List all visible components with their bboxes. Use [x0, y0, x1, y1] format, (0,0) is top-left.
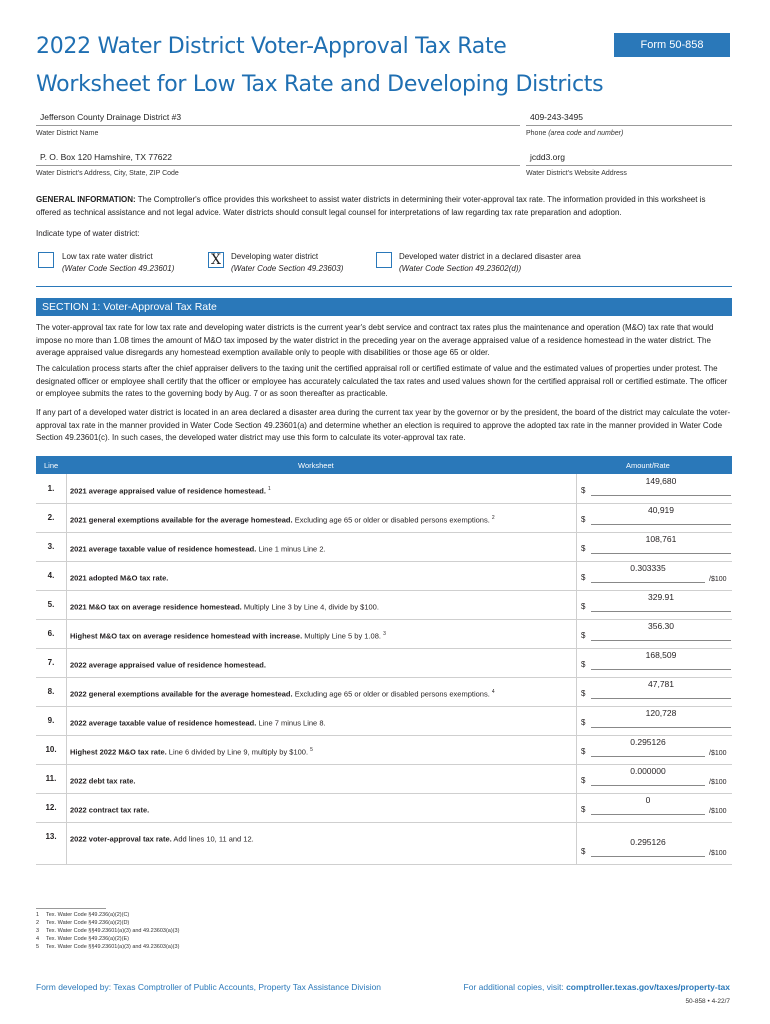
footnote: [36, 944, 179, 950]
table-row: [36, 677, 732, 707]
district-type-code: (Water Code Section 49.23603): [231, 264, 344, 273]
line-description: [70, 689, 540, 699]
line-description: [70, 718, 540, 728]
dollar-sign: $: [581, 805, 586, 814]
general-info-heading: GENERAL INFORMATION:: [36, 195, 136, 204]
amount-underline: [591, 553, 731, 554]
amount-value[interactable]: 0.303335: [630, 563, 666, 573]
dollar-sign: $: [581, 660, 586, 669]
footnote-ref: 3: [383, 631, 386, 637]
table-row: [36, 793, 732, 823]
column-worksheet: Worksheet: [298, 461, 334, 470]
divider: [36, 286, 732, 287]
rate-unit: /$100: [709, 808, 727, 815]
line-description-bold: 2022 general exemptions available for the average homestead.: [70, 689, 293, 699]
district-type-prompt: Indicate type of water district:: [36, 229, 140, 238]
line-description: [70, 805, 540, 815]
amount-underline: [591, 698, 731, 699]
footnote: [36, 928, 179, 934]
line-number-text: 1.: [47, 484, 55, 493]
rate-unit: /$100: [709, 576, 727, 583]
page-subtitle: Worksheet for Low Tax Rate and Developing Districts: [36, 72, 604, 97]
line-number: [36, 474, 67, 503]
address-label: Water District's Address, City, State, ZIP Code: [36, 170, 179, 177]
general-info-text: The Comptroller's office provides this worksheet to assist water districts in determining their voter-approval tax rate. The information provided in this worksheet is offered as technical assistance and not legal advice. Water districts should consult legal counsel for interpretations of law regarding tax rate preparation and adoption.: [36, 195, 706, 217]
footer-credit: Form developed by: Texas Comptroller of Public Accounts, Property Tax Assistance Division: [36, 982, 382, 992]
table-row: [36, 706, 732, 736]
amount-value[interactable]: 0: [645, 795, 651, 805]
amount-underline: [591, 814, 705, 815]
amount-value[interactable]: 40,919: [648, 505, 674, 515]
line-description: [70, 486, 540, 496]
checkbox-low-tax-rate[interactable]: [38, 252, 54, 268]
amount-value[interactable]: 0.295126: [630, 837, 666, 847]
page-title: 2022 Water District Voter-Approval Tax Rate: [36, 34, 507, 59]
footnote-rule: [36, 908, 106, 909]
amount-cell: [576, 706, 733, 735]
checkbox-developed-disaster[interactable]: [376, 252, 392, 268]
line-description: [70, 631, 540, 641]
footnote-ref: 1: [268, 486, 271, 492]
table-row: [36, 764, 732, 794]
footer-url-link[interactable]: comptroller.texas.gov/taxes/property-tax: [566, 982, 730, 992]
line-number: [36, 590, 67, 619]
amount-underline: [591, 640, 731, 641]
line-number: [36, 764, 67, 793]
address-field[interactable]: P. O. Box 120 Hamshire, TX 77622: [40, 152, 172, 162]
line-number-text: 10.: [45, 745, 57, 754]
dollar-sign: $: [581, 515, 586, 524]
phone-label: [526, 130, 623, 137]
line-description-rest: Excluding age 65 or older or disabled persons exemptions.: [292, 689, 490, 699]
line-number-text: 13.: [45, 832, 57, 841]
table-row: [36, 561, 732, 591]
amount-cell: [576, 793, 733, 822]
line-description-bold: 2021 average taxable value of residence homestead.: [70, 544, 257, 554]
table-row: [36, 532, 732, 562]
dollar-sign: $: [581, 544, 586, 553]
amount-cell: [576, 532, 733, 561]
line-description-bold: 2022 average appraised value of residence homestead.: [70, 660, 266, 670]
form-number-badge: Form 50-858: [614, 33, 730, 57]
table-row: [36, 648, 732, 678]
district-type-low: [62, 251, 174, 275]
amount-underline: [591, 727, 731, 728]
phone-label-text: Phone: [526, 130, 547, 137]
dollar-sign: $: [581, 631, 586, 640]
dollar-sign: $: [581, 573, 586, 582]
amount-value[interactable]: 47,781: [648, 679, 674, 689]
amount-underline: [591, 669, 731, 670]
phone-field[interactable]: 409-243-3495: [530, 112, 583, 122]
line-number: [36, 619, 67, 648]
line-description: [70, 602, 540, 612]
footnote-text: Tex. Water Code §§49.23601(a)(3) and 49.23603(a)(3): [46, 928, 180, 934]
line-description-bold: Highest M&O tax on average residence homestead with increase.: [70, 631, 303, 641]
line-number: [36, 677, 67, 706]
footnote-text: Tex. Water Code §49.236(a)(2)(C): [46, 912, 130, 918]
line-description-rest: Line 6 divided by Line 9, multiply by $100.: [166, 747, 309, 757]
website-label: Water District's Website Address: [526, 170, 627, 177]
district-type-label: Developed water district in a declared disaster area: [399, 252, 581, 261]
footnote-number: 2: [36, 920, 40, 926]
dollar-sign: $: [581, 718, 586, 727]
dollar-sign: $: [581, 689, 586, 698]
amount-value[interactable]: 168,509: [645, 650, 677, 660]
line-number: [36, 735, 67, 764]
divider: [526, 125, 732, 126]
footnote: [36, 920, 129, 926]
district-name-label: Water District Name: [36, 130, 99, 137]
line-description: [70, 660, 540, 670]
column-amount-rate: Amount/Rate: [626, 461, 670, 470]
footnote-number: 5: [36, 944, 40, 950]
amount-value[interactable]: 120,728: [645, 708, 677, 718]
amount-cell: [576, 474, 733, 503]
amount-cell: [576, 735, 733, 764]
amount-value[interactable]: 356.30: [648, 621, 674, 631]
amount-value[interactable]: 0.295126: [630, 737, 666, 747]
form-revision-code: 50-858 • 4-22/7: [685, 998, 730, 1005]
amount-value[interactable]: 149,680: [645, 476, 677, 486]
line-description-bold: 2022 average taxable value of residence homestead.: [70, 718, 257, 728]
table-row: [36, 590, 732, 620]
line-description: [70, 834, 540, 844]
divider: [36, 165, 520, 166]
amount-underline: [591, 582, 705, 583]
website-field[interactable]: jcdd3.org: [530, 152, 565, 162]
line-description-rest: Multiply Line 3 by Line 4, divide by $100.: [241, 602, 379, 612]
table-row: [36, 503, 732, 533]
line-number-text: 3.: [47, 542, 55, 551]
district-type-developed: [399, 251, 581, 275]
district-type-code: (Water Code Section 49.23601): [62, 264, 175, 273]
line-number: [36, 648, 67, 677]
footnote-ref: 2: [491, 515, 495, 521]
amount-cell: [576, 503, 733, 532]
district-type-label: Low tax rate water district: [62, 252, 153, 261]
divider: [526, 165, 732, 166]
line-description-bold: Highest 2022 M&O tax rate.: [70, 747, 167, 757]
line-number: [36, 822, 67, 864]
dollar-sign: $: [581, 747, 586, 756]
dollar-sign: $: [581, 486, 586, 495]
amount-underline: [591, 524, 731, 525]
district-type-label: Developing water district: [231, 252, 319, 261]
divider: [36, 125, 520, 126]
amount-cell: [576, 590, 733, 619]
line-description-bold: 2022 voter-approval tax rate.: [70, 834, 172, 844]
footnote-ref: 5: [310, 747, 313, 753]
rate-unit: /$100: [709, 850, 727, 857]
footnote-number: 3: [36, 928, 40, 934]
table-row: [36, 822, 732, 865]
line-number-text: 6.: [47, 629, 55, 638]
line-description: [70, 747, 540, 757]
line-number: [36, 561, 67, 590]
phone-label-note: (area code and number): [548, 130, 624, 137]
amount-cell: [576, 764, 733, 793]
line-description-bold: 2022 contract tax rate.: [70, 805, 150, 815]
district-type-code: (Water Code Section 49.23602(d)): [399, 264, 522, 273]
rate-unit: /$100: [709, 779, 727, 786]
district-type-developing: [231, 251, 343, 275]
footnote-number: 4: [36, 936, 40, 942]
amount-cell: [576, 561, 733, 590]
amount-cell: [576, 648, 733, 677]
line-description-rest: Excluding age 65 or older or disabled persons exemptions.: [292, 515, 490, 525]
line-description-bold: 2022 debt tax rate.: [70, 776, 136, 786]
checkbox-developing[interactable]: X: [208, 252, 224, 268]
footnote-text: Tex. Water Code §§49.23601(a)(3) and 49.23603(a)(3): [46, 944, 180, 950]
amount-value[interactable]: 108,761: [645, 534, 677, 544]
line-description: [70, 776, 540, 786]
amount-underline: [591, 756, 705, 757]
footnote-number: 1: [36, 912, 40, 918]
amount-value[interactable]: 0.000000: [630, 766, 666, 776]
footer-copies: [464, 982, 730, 992]
amount-underline: [591, 856, 705, 857]
column-line: Line: [44, 461, 59, 470]
table-row: [36, 735, 732, 765]
dollar-sign: $: [581, 776, 586, 785]
line-description-rest: Multiply Line 5 by 1.08.: [302, 631, 381, 641]
line-description-rest: Line 7 minus Line 8.: [256, 718, 326, 728]
line-number-text: 8.: [47, 687, 55, 696]
dollar-sign: $: [581, 847, 586, 856]
section-1-paragraph-2: The calculation process starts after the chief appraiser delivers to the taxing unit the certified appraisal roll or certified estimate of value and the estimated values of properties under protest. The designated officer or employee shall certify that the officer or employee has accurately calculated the tax rates and used values shown for the certified appraisal roll or certified estimate. The officer or employee submits the rates to the governing body by Aug. 7 or as soon thereafter as practicable.: [36, 364, 728, 398]
district-name-field[interactable]: Jefferson County Drainage District #3: [40, 112, 182, 122]
rate-unit: /$100: [709, 750, 727, 757]
line-number: [36, 532, 67, 561]
line-number-text: 7.: [47, 658, 55, 667]
line-number-text: 11.: [45, 774, 57, 783]
footnote: [36, 912, 129, 918]
footnote-ref: 4: [491, 689, 495, 695]
line-number: [36, 706, 67, 735]
line-description-bold: 2021 adopted M&O tax rate.: [70, 573, 169, 583]
line-description-bold: 2021 general exemptions available for the average homestead.: [70, 515, 293, 525]
line-number: [36, 793, 67, 822]
worksheet-table-header: [36, 456, 732, 474]
amount-underline: [591, 785, 705, 786]
line-description-bold: 2021 M&O tax on average residence homestead.: [70, 602, 242, 612]
dollar-sign: $: [581, 602, 586, 611]
line-description-rest: Line 1 minus Line 2.: [256, 544, 326, 554]
line-number-text: 2.: [47, 513, 55, 522]
table-row: [36, 619, 732, 649]
line-number-text: 9.: [47, 716, 55, 725]
amount-value[interactable]: 329.91: [648, 592, 674, 602]
line-description-bold: 2021 average appraised value of residence homestead.: [70, 486, 266, 496]
footer-copies-prefix: For additional copies, visit:: [463, 982, 567, 992]
section-1-paragraph-3: If any part of a developed water district is located in an area declared a disaster area during the current tax year by the governor or by the president, the board of the district may calculate the voter-approval tax rate in the manner provided in Water Code Section 49.23601(a) and determine whether an election is required to approve the adopted tax rate in the manner provided in Water Code Section 49.23601(c). In such cases, the developed water district may use this form to calculate its voter-approval tax rate.: [36, 408, 731, 442]
table-row: [36, 474, 732, 504]
general-information: [36, 194, 732, 219]
section-1-header: SECTION 1: Voter-Approval Tax Rate: [36, 298, 732, 316]
line-number-text: 5.: [47, 600, 55, 609]
amount-underline: [591, 495, 731, 496]
line-description-rest: Add lines 10, 11 and 12.: [171, 834, 254, 844]
section-1-paragraph-1: The voter-approval tax rate for low tax rate and developing water districts is the current year's debt service and contract tax rates plus the maintenance and operation (M&O) tax rate that would impose no more than 1.08 times the amount of M&O tax imposed by the water district in the preceding year on the average appraised value of a residence homestead in the water district. The average appraised value disregards any homestead exemption available only to people with disabilities or those age 65 or older.: [36, 323, 714, 357]
line-description: [70, 544, 540, 554]
amount-cell: [576, 619, 733, 648]
footnote-text: Tex. Water Code §49.236(a)(2)(D): [46, 920, 130, 926]
line-description: [70, 573, 540, 583]
amount-cell: [576, 677, 733, 706]
line-number: [36, 503, 67, 532]
footnote-text: Tex. Water Code §49.236(a)(2)(E): [46, 936, 129, 942]
line-description: [70, 515, 540, 525]
line-number-text: 4.: [47, 571, 55, 580]
footnote: [36, 936, 129, 942]
line-number-text: 12.: [45, 803, 57, 812]
amount-cell: [576, 822, 733, 864]
amount-underline: [591, 611, 731, 612]
